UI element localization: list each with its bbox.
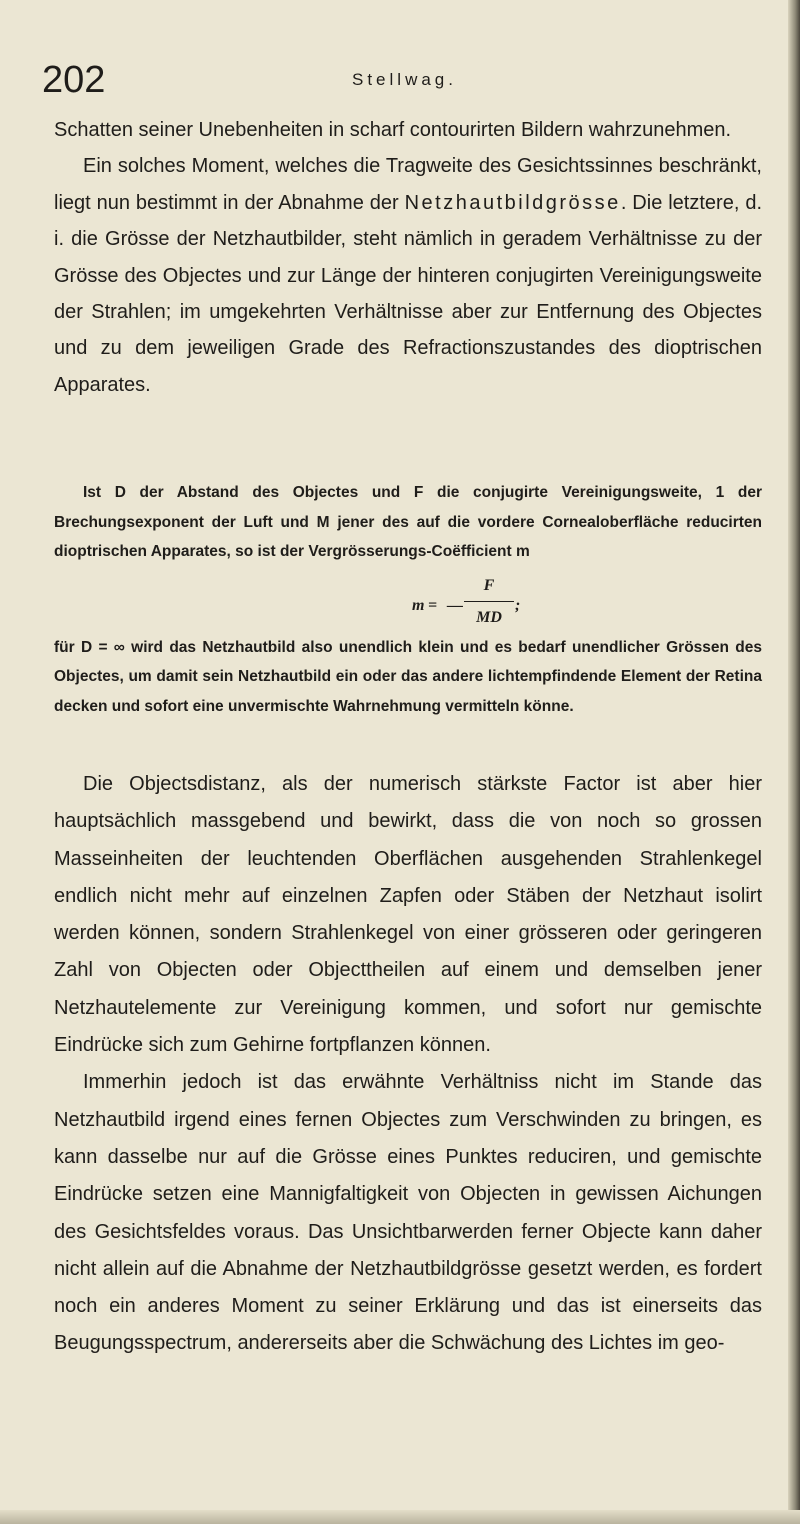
magnification-formula — [54, 571, 762, 631]
formula-lhs: m — [412, 596, 425, 614]
paragraph-4: Immerhin jedoch ist das erwähnte Verhältniss nicht im Stande das Netzhautbild irgend eines fernen Objectes zum Verschwinden zu bringen, es kann dasselbe nur auf die Grösse eines Punktes reduciren, und gemischte Eindrücke setzen eine Mannigfaltigkeit von Objecten in gewissen Aichungen des Gesichtsfeldes voraus. Das Unsichtbarwerden ferner Objecte kann daher nicht allein auf die Abnahme der Netzhautbildgrösse gesetzt werden, es fordert noch ein anderes Moment zu seiner Erklärung und das ist einerseits das Beugungsspectrum, andererseits aber die Schwächung des Lichtes im geo- — [54, 1071, 762, 1355]
paragraph-2-after: . Die letztere, d. i. die Grösse der Netzhautbilder, steht nämlich in geradem Verhältnisse zu der Grösse des Objectes und zur Länge der hinteren conjugirten Vereinigungsweite der Strahlen; im umgekehrten Verhältnisse aber zur Entfernung des Objectes und zu dem jeweiligen Grade des Refractionszustandes des dioptrischen Apparates. — [54, 191, 762, 396]
running-head: Stellwag. — [352, 70, 457, 89]
page-number: 202 — [42, 59, 106, 101]
small-paragraph-2: für D = ∞ wird das Netzhautbild also unendlich klein und es bedarf unendlicher Grössen des Objectes, um damit sein Netzhautbild ein oder das andere lichtempfindende Element der Retina decken und sofort eine unvermischte Wahrnehmung vermitteln könne. — [54, 638, 762, 715]
formula-numerator: F — [483, 576, 495, 594]
page-edge-shadow — [788, 0, 800, 1524]
formula-fraction-bar — [464, 601, 514, 602]
formula-denominator: MD — [476, 608, 502, 626]
page-bottom-edge — [0, 1510, 800, 1524]
paragraph-2-spaced-term: Netzhautbildgrösse — [404, 191, 621, 214]
small-print-block — [54, 478, 762, 721]
formula-minus: — — [447, 596, 463, 614]
formula-equals: = — [428, 596, 438, 614]
page-header — [42, 56, 762, 108]
paragraph-2 — [54, 148, 762, 403]
paragraph-1: Schatten seiner Unebenheiten in scharf contourirten Bildern wahrzunehmen. — [54, 119, 732, 141]
body-text-bottom — [54, 766, 762, 1363]
formula-punctuation: ; — [515, 596, 521, 614]
body-text-top — [54, 112, 762, 403]
small-paragraph-1: Ist D der Abstand des Objectes und F die conjugirte Vereinigungsweite, 1 der Brechungsexponent der Luft und M jener des auf die vordere Cornealoberfläche reducirten dioptrischen Apparates, so ist der Vergrösserungs-Coëfficient m — [54, 484, 762, 560]
paragraph-2-before: Ein solches Moment, welches die Tragweite des Gesichtssinnes beschränkt, liegt nun bestimmt in der Abnahme der — [54, 155, 762, 214]
paragraph-3: Die Objectsdistanz, als der numerisch stärkste Factor ist aber hier hauptsächlich massgebend und bewirkt, dass die von noch so grossen Masseinheiten der leuchtenden Oberflächen ausgehenden Strahlenkegel endlich nicht mehr auf einzelnen Zapfen oder Stäben der Netzhaut isolirt werden können, sondern Strahlenkegel von einer grösseren oder geringeren Zahl von Objecten oder Objecttheilen auf einem und demselben jener Netzhautelemente zur Vereinigung kommen, und sofort nur gemischte Eindrücke sich zum Gehirne fortpflanzen können. — [54, 773, 762, 1057]
